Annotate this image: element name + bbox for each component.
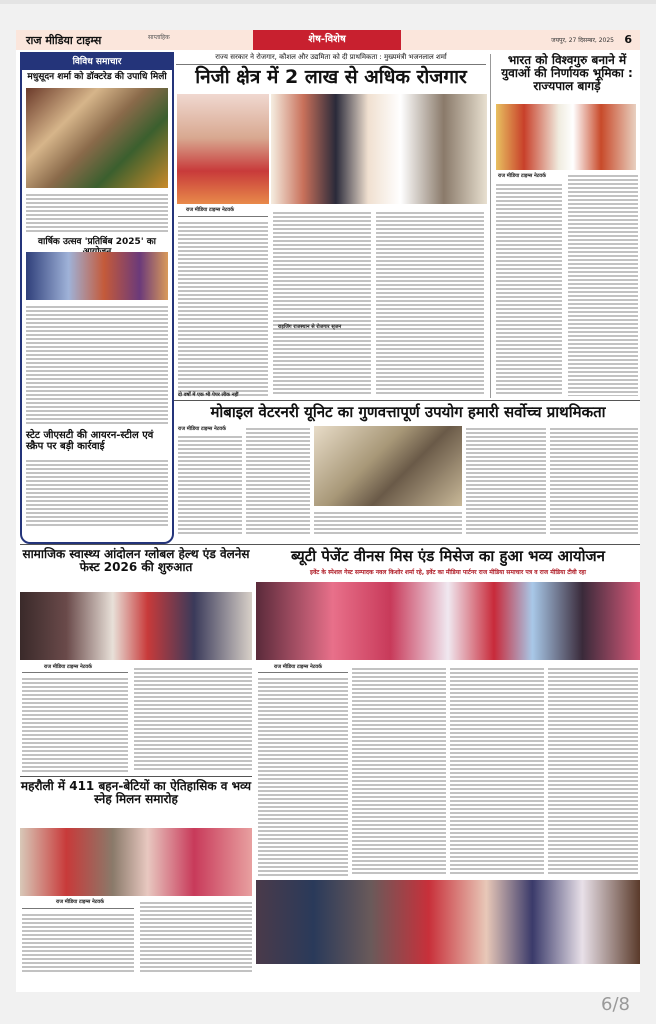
story3-body bbox=[26, 458, 168, 526]
vet-body-under-photo bbox=[314, 510, 462, 534]
divider bbox=[174, 400, 640, 401]
right-headline: भारत को विश्वगुरु बनाने में युवाओं की निर्णायक भूमिका : राज्यपाल बागड़े bbox=[501, 53, 633, 94]
lead-body-col3 bbox=[376, 210, 484, 396]
beauty-body-col4 bbox=[548, 666, 638, 876]
mehrauli-headline: महरौली में 411 बहन-बेटियों का ऐतिहासिक व भव्य स्नेह मिलन समारोह bbox=[20, 779, 252, 807]
beauty-photo-awards bbox=[256, 880, 640, 964]
page-indicator: 6/8 bbox=[601, 994, 630, 1015]
lead-photo-event bbox=[271, 94, 487, 204]
vet-headline: मोबाइल वेटरनरी यूनिट का गुणवत्तापूर्ण उपयोग हमारी सर्वोच्च प्राथमिकता bbox=[210, 403, 606, 421]
lead-photo-cm bbox=[177, 94, 269, 204]
masthead bbox=[16, 30, 640, 50]
mehrauli-body-col1 bbox=[22, 912, 134, 972]
story2-headline: वार्षिक उत्सव 'प्रतिबिंब 2025' का bbox=[38, 237, 156, 247]
divider bbox=[176, 64, 486, 65]
divider bbox=[258, 672, 348, 673]
story2-body bbox=[26, 304, 168, 426]
beauty-headline: ब्यूटी पेजेंट वीनस मिस एंड मिसेज का हुआ भव्य आयोजन bbox=[291, 547, 605, 565]
right-photo-caption: राज मीडिया टाइम्स नेटवर्क bbox=[498, 173, 546, 179]
edition-label: साप्ताहिक bbox=[148, 34, 170, 41]
mehrauli-photo bbox=[20, 828, 252, 896]
right-photo bbox=[496, 104, 636, 170]
story1-photo bbox=[26, 88, 168, 188]
vet-body-col2 bbox=[246, 426, 310, 534]
divider bbox=[20, 776, 252, 777]
health-body-col1 bbox=[22, 676, 128, 772]
vet-body-col4 bbox=[550, 426, 638, 534]
mehrauli-body-col2 bbox=[140, 900, 252, 972]
story1-headline: मधुसूदन शर्मा को डॉक्टरेड की उपाधि मिली bbox=[27, 72, 167, 82]
misc-news-title: विविध समाचार bbox=[22, 54, 172, 70]
brand-name: राज मीडिया टाइम्स bbox=[26, 34, 102, 47]
divider bbox=[20, 544, 640, 545]
health-headline: सामाजिक स्वास्थ्य आंदोलन ग्लोबल हेल्थ एंड वेलनेस फेस्ट 2026 की शुरुआत bbox=[22, 547, 250, 575]
beauty-photo bbox=[256, 582, 640, 660]
beauty-body-col1 bbox=[258, 676, 348, 876]
vet-body-col1 bbox=[178, 434, 242, 534]
viewer-top-bar bbox=[0, 0, 656, 4]
beauty-body-col2 bbox=[352, 666, 446, 876]
page-number: 6 bbox=[624, 33, 632, 46]
right-body-col1 bbox=[496, 182, 562, 396]
story3-headline: स्टेट जीएसटी की आयरन-स्टील एवं स्क्रैप पर बड़ी कार्रवाई bbox=[26, 430, 154, 452]
misc-news-box bbox=[20, 52, 174, 544]
vet-body-col3 bbox=[466, 426, 546, 534]
lead-headline: निजी क्षेत्र में 2 लाख से अधिक रोजगार bbox=[195, 66, 467, 88]
lead-body-col2 bbox=[273, 210, 371, 396]
issue-date: जयपुर, 27 दिसम्बर, 2025 bbox=[551, 37, 614, 44]
beauty-photo-caption: राज मीडिया टाइम्स नेटवर्क bbox=[274, 664, 322, 670]
divider bbox=[22, 908, 134, 909]
lead-subhead-3: दो वर्षों में एक भी पेपर लीक नहीं bbox=[178, 392, 239, 398]
vet-photo bbox=[314, 426, 462, 506]
lead-photo-caption: राज मीडिया टाइम्स नेटवर्क bbox=[186, 207, 234, 213]
vet-byline: राज मीडिया टाइम्स नेटवर्क bbox=[178, 426, 226, 432]
story1-body bbox=[26, 192, 168, 234]
newspaper-page bbox=[16, 30, 640, 992]
health-body-col2 bbox=[134, 666, 252, 772]
mehrauli-photo-caption: राज मीडिया टाइम्स नेटवर्क bbox=[56, 899, 104, 905]
story2-photo bbox=[26, 252, 168, 300]
beauty-body-col3 bbox=[450, 666, 544, 876]
beauty-kicker: इवेंट के स्पेशल गेस्ट सम्पादक नवल किशोर शर्मा रहे, इवेंट का मीडिया पार्टनर राज मीडिया समाचार पत्र व राज मीडिया टीवी रहा bbox=[310, 569, 586, 576]
divider bbox=[22, 672, 128, 673]
divider bbox=[178, 216, 268, 217]
lead-kicker: राज्य सरकार ने रोजगार, कौशल और उद्यमिता को दी प्राथमिकता : मुख्यमंत्री भजनलाल शर्मा bbox=[215, 53, 447, 61]
lead-body-col1 bbox=[178, 220, 268, 396]
section-banner: शेष-विशेष bbox=[253, 30, 401, 50]
lead-subhead-1: राइजिंग राजस्थान से रोजगार सृजन bbox=[278, 324, 342, 330]
health-photo bbox=[20, 592, 252, 660]
health-photo-caption: राज मीडिया टाइम्स नेटवर्क bbox=[44, 664, 92, 670]
right-body-col2 bbox=[568, 173, 638, 396]
column-divider bbox=[490, 54, 491, 398]
